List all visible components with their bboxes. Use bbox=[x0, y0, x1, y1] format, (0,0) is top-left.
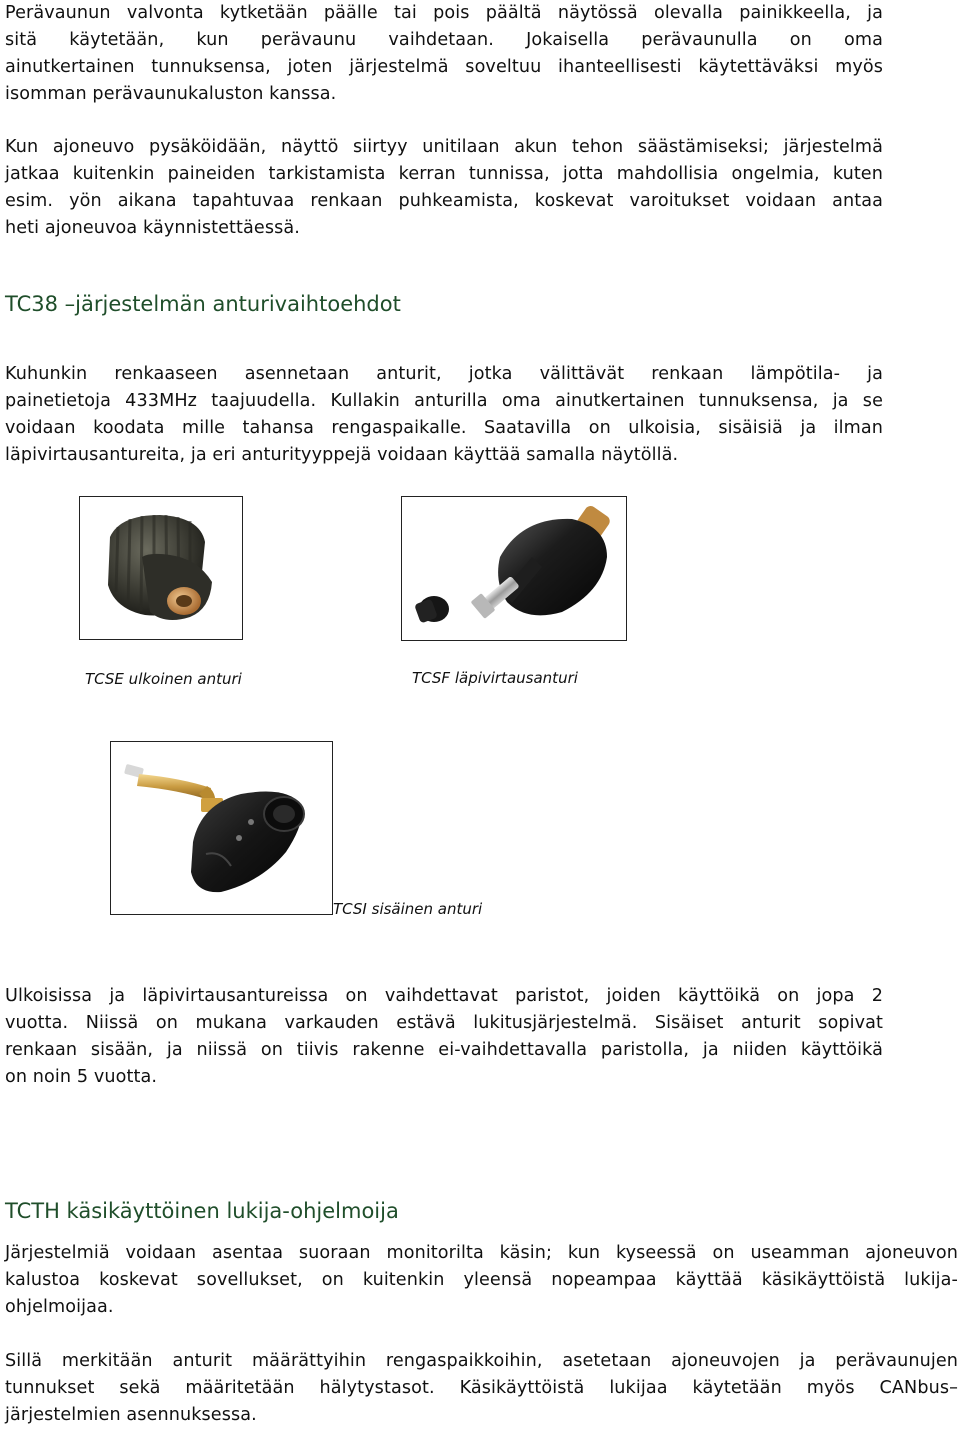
intro-paragraph-1 bbox=[5, 0, 883, 108]
caption-tcsi: TCSI sisäinen anturi bbox=[333, 900, 483, 918]
text-line: esim. yön aikana tapahtuvaa renkaan puhkeamista, koskevat varoitukset voidaan antaa bbox=[5, 191, 883, 211]
text-line: jatkaa kuitenkin paineiden tarkistamista kerran tunnissa, jotta mahdollisia ongelmia, kuten bbox=[5, 164, 883, 184]
text-line: ohjelmoijaa. bbox=[5, 1297, 114, 1317]
tcsf-sensor-illustration bbox=[402, 497, 626, 640]
tcth-paragraph-1 bbox=[5, 1240, 958, 1321]
text-line: on noin 5 vuotta. bbox=[5, 1067, 158, 1087]
tcsf-sensor-image bbox=[401, 496, 627, 641]
tcsi-sensor-illustration bbox=[111, 742, 332, 914]
section-heading-tcth: TCTH käsikäyttöinen lukija-ohjelmoija bbox=[5, 1199, 399, 1223]
caption-tcse: TCSE ulkoinen anturi bbox=[85, 670, 242, 688]
text-line: isomman perävaunukaluston kanssa. bbox=[5, 84, 337, 104]
tc38-paragraph-2 bbox=[5, 983, 883, 1091]
text-line: tunnukset sekä määritetään hälytystasot. Käsikäyttöistä lukijaa käytetään myös CANbus– bbox=[5, 1378, 958, 1398]
tcse-sensor-illustration bbox=[80, 497, 242, 639]
text-line: läpivirtausantureita, ja eri anturityyppejä voidaan käyttää samalla näytöllä. bbox=[5, 445, 679, 465]
text-line: kalustoa koskevat sovellukset, on kuitenkin yleensä nopeampaa käyttää käsikäyttöistä lukija- bbox=[5, 1270, 958, 1290]
section-heading-tc38: TC38 –järjestelmän anturivaihtoehdot bbox=[5, 292, 401, 316]
intro-paragraph-2 bbox=[5, 134, 883, 242]
text-line: Perävaunun valvonta kytketään päälle tai pois päältä näytössä olevalla painikkeella, ja bbox=[5, 3, 883, 23]
tcth-paragraph-2 bbox=[5, 1348, 958, 1429]
text-line: Kun ajoneuvo pysäköidään, näyttö siirtyy unitilaan akun tehon säästämiseksi; järjestelmä bbox=[5, 137, 883, 157]
tcse-sensor-image bbox=[79, 496, 243, 640]
text-line: Sillä merkitään anturit määrättyihin rengaspaikkoihin, asetetaan ajoneuvojen ja perävaunujen bbox=[5, 1351, 958, 1371]
text-line: Kuhunkin renkaaseen asennetaan anturit, jotka välittävät renkaan lämpötila- ja bbox=[5, 364, 883, 384]
text-line: ainutkertainen tunnuksensa, joten järjestelmä soveltuu ihanteellisesti käytettäväksi myös bbox=[5, 57, 883, 77]
tc38-paragraph-1 bbox=[5, 361, 883, 469]
text-line: renkaan sisään, ja niissä on tiivis rakenne ei-vaihdettavalla paristolla, ja niiden käyttöikä bbox=[5, 1040, 883, 1060]
text-line: painetietoja 433MHz taajuudella. Kullakin anturilla oma ainutkertainen tunnuksensa, ja se bbox=[5, 391, 883, 411]
text-line: sitä käytetään, kun perävaunu vaihdetaan. Jokaisella perävaunulla on oma bbox=[5, 30, 883, 50]
text-line: voidaan koodata mille tahansa rengaspaikalle. Saatavilla on ulkoisia, sisäisiä ja ilman bbox=[5, 418, 883, 438]
text-line: järjestelmien asennuksessa. bbox=[5, 1405, 257, 1425]
tcsi-sensor-image bbox=[110, 741, 333, 915]
text-line: Ulkoisissa ja läpivirtausantureissa on vaihdettavat paristot, joiden käyttöikä on jopa 2 bbox=[5, 986, 883, 1006]
text-line: vuotta. Niissä on mukana varkauden estävä lukitusjärjestelmä. Sisäiset anturit sopivat bbox=[5, 1013, 883, 1033]
caption-tcsf: TCSF läpivirtausanturi bbox=[412, 669, 578, 687]
text-line: heti ajoneuvoa käynnistettäessä. bbox=[5, 218, 300, 238]
text-line: Järjestelmiä voidaan asentaa suoraan monitorilta käsin; kun kyseessä on useamman ajoneuvon bbox=[5, 1243, 958, 1263]
